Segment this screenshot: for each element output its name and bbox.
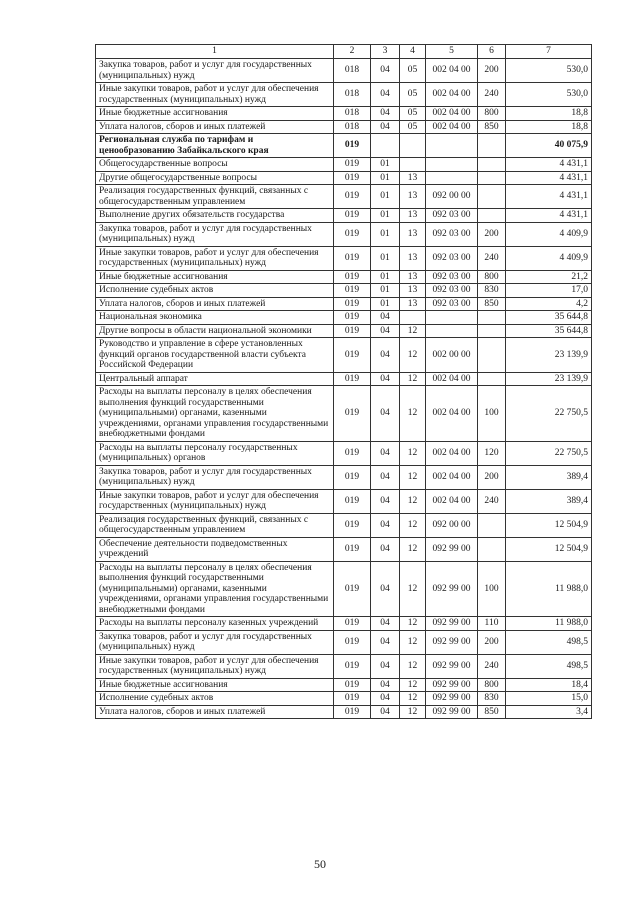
- row-name-cell: Иные закупки товаров, работ и услуг для обеспечения государственных (муниципальных) нужд: [96, 83, 334, 107]
- subsection-code-cell: 12: [400, 465, 426, 489]
- table-row: [96, 171, 592, 185]
- section-code-cell: 04: [371, 120, 400, 134]
- subsection-code-cell: 13: [400, 171, 426, 185]
- row-name-cell: Реализация государственных функций, связанных с общегосударственным управлением: [96, 185, 334, 209]
- row-name-cell: Региональная служба по тарифам и ценообразованию Забайкальского края: [96, 134, 334, 158]
- target-article-cell: 002 04 00: [426, 441, 478, 465]
- section-code-cell: 04: [371, 386, 400, 442]
- section-code-cell: [371, 134, 400, 158]
- amount-cell: 498,5: [506, 630, 592, 654]
- section-code-cell: 04: [371, 59, 400, 83]
- expense-type-cell: [478, 372, 506, 386]
- amount-cell: 498,5: [506, 654, 592, 678]
- table-row: [96, 284, 592, 298]
- row-name-cell: Расходы на выплаты персоналу казенных учреждений: [96, 617, 334, 631]
- subsection-code-cell: 13: [400, 270, 426, 284]
- subsection-code-cell: 12: [400, 338, 426, 373]
- ministry-code-cell: 019: [334, 246, 371, 270]
- row-name-cell: Иные закупки товаров, работ и услуг для обеспечения государственных (муниципальных) нужд: [96, 489, 334, 513]
- row-name-cell: Уплата налогов, сборов и иных платежей: [96, 705, 334, 719]
- amount-cell: 530,0: [506, 59, 592, 83]
- section-code-cell: 04: [371, 513, 400, 537]
- amount-cell: 4 431,1: [506, 209, 592, 223]
- amount-cell: 35 644,8: [506, 311, 592, 325]
- table-row: [96, 83, 592, 107]
- subsection-code-cell: 05: [400, 83, 426, 107]
- table-body: [96, 59, 592, 719]
- expense-type-cell: 120: [478, 441, 506, 465]
- target-article-cell: [426, 158, 478, 172]
- subsection-code-cell: 12: [400, 441, 426, 465]
- target-article-cell: 092 99 00: [426, 692, 478, 706]
- section-code-cell: 04: [371, 83, 400, 107]
- target-article-cell: 092 99 00: [426, 630, 478, 654]
- target-article-cell: 092 99 00: [426, 617, 478, 631]
- subsection-code-cell: 13: [400, 209, 426, 223]
- expense-type-cell: [478, 171, 506, 185]
- target-article-cell: 092 00 00: [426, 513, 478, 537]
- amount-cell: 21,2: [506, 270, 592, 284]
- header-cell: 3: [371, 45, 400, 59]
- ministry-code-cell: 019: [334, 465, 371, 489]
- amount-cell: 530,0: [506, 83, 592, 107]
- ministry-code-cell: 019: [334, 209, 371, 223]
- target-article-cell: 092 03 00: [426, 297, 478, 311]
- table-row: [96, 705, 592, 719]
- ministry-code-cell: 018: [334, 83, 371, 107]
- row-name-cell: Иные закупки товаров, работ и услуг для обеспечения государственных (муниципальных) нужд: [96, 246, 334, 270]
- target-article-cell: [426, 311, 478, 325]
- expense-type-cell: 240: [478, 83, 506, 107]
- row-name-cell: Иные бюджетные ассигнования: [96, 678, 334, 692]
- row-name-cell: Исполнение судебных актов: [96, 692, 334, 706]
- section-code-cell: 04: [371, 678, 400, 692]
- expense-type-cell: 100: [478, 386, 506, 442]
- amount-cell: 4 431,1: [506, 171, 592, 185]
- header-cell: 4: [400, 45, 426, 59]
- table-row: [96, 441, 592, 465]
- expense-type-cell: [478, 338, 506, 373]
- ministry-code-cell: 019: [334, 185, 371, 209]
- table-row: [96, 513, 592, 537]
- ministry-code-cell: 019: [334, 338, 371, 373]
- row-name-cell: Другие вопросы в области национальной экономики: [96, 324, 334, 338]
- subsection-code-cell: 05: [400, 120, 426, 134]
- subsection-code-cell: 12: [400, 678, 426, 692]
- section-code-cell: 01: [371, 158, 400, 172]
- section-code-cell: 04: [371, 617, 400, 631]
- ministry-code-cell: 019: [334, 513, 371, 537]
- subsection-code-cell: 12: [400, 324, 426, 338]
- header-cell: 2: [334, 45, 371, 59]
- amount-cell: 22 750,5: [506, 386, 592, 442]
- subsection-code-cell: 13: [400, 284, 426, 298]
- expense-type-cell: 240: [478, 654, 506, 678]
- target-article-cell: 092 99 00: [426, 561, 478, 617]
- row-name-cell: Расходы на выплаты персоналу государственных (муниципальных) органов: [96, 441, 334, 465]
- expense-type-cell: 800: [478, 270, 506, 284]
- ministry-code-cell: 018: [334, 107, 371, 121]
- subsection-code-cell: [400, 311, 426, 325]
- subsection-code-cell: 12: [400, 705, 426, 719]
- section-code-cell: 04: [371, 705, 400, 719]
- table-row: [96, 209, 592, 223]
- amount-cell: 18,8: [506, 120, 592, 134]
- target-article-cell: 092 99 00: [426, 705, 478, 719]
- target-article-cell: [426, 171, 478, 185]
- ministry-code-cell: 019: [334, 617, 371, 631]
- table-row: [96, 654, 592, 678]
- target-article-cell: 002 04 00: [426, 120, 478, 134]
- row-name-cell: Закупка товаров, работ и услуг для государственных (муниципальных) нужд: [96, 59, 334, 83]
- table-row: [96, 678, 592, 692]
- table-row: [96, 561, 592, 617]
- table-row: [96, 489, 592, 513]
- table-row: [96, 372, 592, 386]
- section-code-cell: 01: [371, 297, 400, 311]
- table-row: [96, 338, 592, 373]
- ministry-code-cell: 019: [334, 537, 371, 561]
- subsection-code-cell: 12: [400, 561, 426, 617]
- row-name-cell: Иные закупки товаров, работ и услуг для обеспечения государственных (муниципальных) нужд: [96, 654, 334, 678]
- target-article-cell: 092 99 00: [426, 537, 478, 561]
- expense-type-cell: [478, 311, 506, 325]
- row-name-cell: Исполнение судебных актов: [96, 284, 334, 298]
- amount-cell: 3,4: [506, 705, 592, 719]
- row-name-cell: Выполнение других обязательств государства: [96, 209, 334, 223]
- table-row: [96, 537, 592, 561]
- table-row: [96, 222, 592, 246]
- target-article-cell: 002 04 00: [426, 386, 478, 442]
- ministry-code-cell: 019: [334, 324, 371, 338]
- section-code-cell: 04: [371, 324, 400, 338]
- amount-cell: 12 504,9: [506, 513, 592, 537]
- amount-cell: 4 409,9: [506, 222, 592, 246]
- subsection-code-cell: 12: [400, 654, 426, 678]
- ministry-code-cell: 019: [334, 654, 371, 678]
- expense-type-cell: 240: [478, 489, 506, 513]
- section-code-cell: 04: [371, 537, 400, 561]
- ministry-code-cell: 019: [334, 158, 371, 172]
- amount-cell: 4 431,1: [506, 185, 592, 209]
- amount-cell: 22 750,5: [506, 441, 592, 465]
- table-row: [96, 134, 592, 158]
- ministry-code-cell: 019: [334, 630, 371, 654]
- section-code-cell: 04: [371, 561, 400, 617]
- section-code-cell: 04: [371, 465, 400, 489]
- row-name-cell: Другие общегосударственные вопросы: [96, 171, 334, 185]
- amount-cell: 11 988,0: [506, 561, 592, 617]
- table-row: [96, 324, 592, 338]
- subsection-code-cell: 12: [400, 537, 426, 561]
- row-name-cell: Руководство и управление в сфере установленных функций органов государственной власти субъекта Российской Федерации: [96, 338, 334, 373]
- ministry-code-cell: 019: [334, 171, 371, 185]
- expense-type-cell: 110: [478, 617, 506, 631]
- row-name-cell: Иные бюджетные ассигнования: [96, 107, 334, 121]
- amount-cell: 4 431,1: [506, 158, 592, 172]
- target-article-cell: 002 04 00: [426, 465, 478, 489]
- row-name-cell: Центральный аппарат: [96, 372, 334, 386]
- expense-type-cell: [478, 209, 506, 223]
- row-name-cell: Реализация государственных функций, связанных с общегосударственным управлением: [96, 513, 334, 537]
- amount-cell: 4,2: [506, 297, 592, 311]
- section-code-cell: 04: [371, 311, 400, 325]
- target-article-cell: 092 99 00: [426, 678, 478, 692]
- target-article-cell: 002 04 00: [426, 83, 478, 107]
- subsection-code-cell: 12: [400, 513, 426, 537]
- table-row: [96, 59, 592, 83]
- ministry-code-cell: 019: [334, 270, 371, 284]
- table-row: [96, 270, 592, 284]
- expense-type-cell: 200: [478, 630, 506, 654]
- budget-table: [95, 44, 592, 719]
- expense-type-cell: 800: [478, 678, 506, 692]
- section-code-cell: 04: [371, 692, 400, 706]
- amount-cell: 389,4: [506, 465, 592, 489]
- row-name-cell: Обеспечение деятельности подведомственных учреждений: [96, 537, 334, 561]
- section-code-cell: 01: [371, 284, 400, 298]
- ministry-code-cell: 019: [334, 222, 371, 246]
- table-row: [96, 630, 592, 654]
- ministry-code-cell: 019: [334, 678, 371, 692]
- table-row: [96, 158, 592, 172]
- target-article-cell: 092 03 00: [426, 222, 478, 246]
- table-row: [96, 311, 592, 325]
- ministry-code-cell: 019: [334, 297, 371, 311]
- subsection-code-cell: [400, 158, 426, 172]
- subsection-code-cell: [400, 134, 426, 158]
- amount-cell: 15,0: [506, 692, 592, 706]
- row-name-cell: Иные бюджетные ассигнования: [96, 270, 334, 284]
- subsection-code-cell: 12: [400, 386, 426, 442]
- expense-type-cell: 200: [478, 222, 506, 246]
- amount-cell: 40 075,9: [506, 134, 592, 158]
- ministry-code-cell: 019: [334, 441, 371, 465]
- target-article-cell: [426, 134, 478, 158]
- subsection-code-cell: 12: [400, 372, 426, 386]
- subsection-code-cell: 05: [400, 59, 426, 83]
- ministry-code-cell: 019: [334, 489, 371, 513]
- expense-type-cell: 200: [478, 465, 506, 489]
- subsection-code-cell: 12: [400, 617, 426, 631]
- ministry-code-cell: 019: [334, 561, 371, 617]
- row-name-cell: Расходы на выплаты персоналу в целях обеспечения выполнения функций государственными (муниципальными) органами, казенными учреждениями, органами управления государственными внебюджетными фондами: [96, 561, 334, 617]
- target-article-cell: 002 04 00: [426, 372, 478, 386]
- amount-cell: 23 139,9: [506, 338, 592, 373]
- section-code-cell: 04: [371, 654, 400, 678]
- amount-cell: 11 988,0: [506, 617, 592, 631]
- ministry-code-cell: 018: [334, 59, 371, 83]
- ministry-code-cell: 019: [334, 311, 371, 325]
- section-code-cell: 01: [371, 270, 400, 284]
- row-name-cell: Национальная экономика: [96, 311, 334, 325]
- header-cell: 6: [478, 45, 506, 59]
- amount-cell: 17,0: [506, 284, 592, 298]
- target-article-cell: 092 00 00: [426, 185, 478, 209]
- header-cell: 1: [96, 45, 334, 59]
- expense-type-cell: 800: [478, 107, 506, 121]
- expense-type-cell: 830: [478, 692, 506, 706]
- subsection-code-cell: 05: [400, 107, 426, 121]
- expense-type-cell: 830: [478, 284, 506, 298]
- page-number: 50: [314, 857, 326, 871]
- expense-type-cell: [478, 324, 506, 338]
- amount-cell: 35 644,8: [506, 324, 592, 338]
- table-row: [96, 617, 592, 631]
- ministry-code-cell: 019: [334, 372, 371, 386]
- target-article-cell: 092 03 00: [426, 284, 478, 298]
- amount-cell: 23 139,9: [506, 372, 592, 386]
- section-code-cell: 04: [371, 441, 400, 465]
- expense-type-cell: [478, 185, 506, 209]
- target-article-cell: 092 03 00: [426, 246, 478, 270]
- expense-type-cell: 850: [478, 297, 506, 311]
- target-article-cell: 002 04 00: [426, 489, 478, 513]
- amount-cell: 12 504,9: [506, 537, 592, 561]
- table-row: [96, 386, 592, 442]
- target-article-cell: 002 04 00: [426, 59, 478, 83]
- subsection-code-cell: 13: [400, 246, 426, 270]
- amount-cell: 4 409,9: [506, 246, 592, 270]
- header-row: [96, 45, 592, 59]
- row-name-cell: Расходы на выплаты персоналу в целях обеспечения выполнения функций государственными (муниципальными) органами, казенными учреждениями, органами управления государственными внебюджетными фондами: [96, 386, 334, 442]
- row-name-cell: Закупка товаров, работ и услуг для государственных (муниципальных) нужд: [96, 222, 334, 246]
- section-code-cell: 01: [371, 171, 400, 185]
- ministry-code-cell: 019: [334, 692, 371, 706]
- expense-type-cell: [478, 513, 506, 537]
- expense-type-cell: [478, 158, 506, 172]
- expense-type-cell: 240: [478, 246, 506, 270]
- expense-type-cell: 850: [478, 120, 506, 134]
- target-article-cell: 002 04 00: [426, 107, 478, 121]
- ministry-code-cell: 019: [334, 386, 371, 442]
- section-code-cell: 01: [371, 209, 400, 223]
- ministry-code-cell: 019: [334, 134, 371, 158]
- target-article-cell: 092 03 00: [426, 270, 478, 284]
- target-article-cell: [426, 324, 478, 338]
- ministry-code-cell: 018: [334, 120, 371, 134]
- table-row: [96, 692, 592, 706]
- subsection-code-cell: 12: [400, 692, 426, 706]
- row-name-cell: Закупка товаров, работ и услуг для государственных (муниципальных) нужд: [96, 465, 334, 489]
- section-code-cell: 04: [371, 489, 400, 513]
- table-row: [96, 185, 592, 209]
- row-name-cell: Общегосударственные вопросы: [96, 158, 334, 172]
- table-row: [96, 297, 592, 311]
- ministry-code-cell: 019: [334, 284, 371, 298]
- subsection-code-cell: 13: [400, 222, 426, 246]
- row-name-cell: Уплата налогов, сборов и иных платежей: [96, 297, 334, 311]
- budget-table-sheet: [95, 44, 591, 719]
- subsection-code-cell: 13: [400, 297, 426, 311]
- expense-type-cell: [478, 537, 506, 561]
- section-code-cell: 04: [371, 372, 400, 386]
- row-name-cell: Закупка товаров, работ и услуг для государственных (муниципальных) нужд: [96, 630, 334, 654]
- table-row: [96, 465, 592, 489]
- section-code-cell: 04: [371, 107, 400, 121]
- expense-type-cell: 200: [478, 59, 506, 83]
- expense-type-cell: 100: [478, 561, 506, 617]
- table-row: [96, 107, 592, 121]
- ministry-code-cell: 019: [334, 705, 371, 719]
- subsection-code-cell: 13: [400, 185, 426, 209]
- target-article-cell: 092 99 00: [426, 654, 478, 678]
- table-row: [96, 120, 592, 134]
- section-code-cell: 01: [371, 222, 400, 246]
- subsection-code-cell: 12: [400, 489, 426, 513]
- target-article-cell: 092 03 00: [426, 209, 478, 223]
- section-code-cell: 04: [371, 338, 400, 373]
- row-name-cell: Уплата налогов, сборов и иных платежей: [96, 120, 334, 134]
- amount-cell: 389,4: [506, 489, 592, 513]
- section-code-cell: 04: [371, 630, 400, 654]
- expense-type-cell: [478, 134, 506, 158]
- expense-type-cell: 850: [478, 705, 506, 719]
- amount-cell: 18,4: [506, 678, 592, 692]
- section-code-cell: 01: [371, 246, 400, 270]
- header-cell: 5: [426, 45, 478, 59]
- amount-cell: 18,8: [506, 107, 592, 121]
- header-cell: 7: [506, 45, 592, 59]
- subsection-code-cell: 12: [400, 630, 426, 654]
- table-row: [96, 246, 592, 270]
- section-code-cell: 01: [371, 185, 400, 209]
- target-article-cell: 002 00 00: [426, 338, 478, 373]
